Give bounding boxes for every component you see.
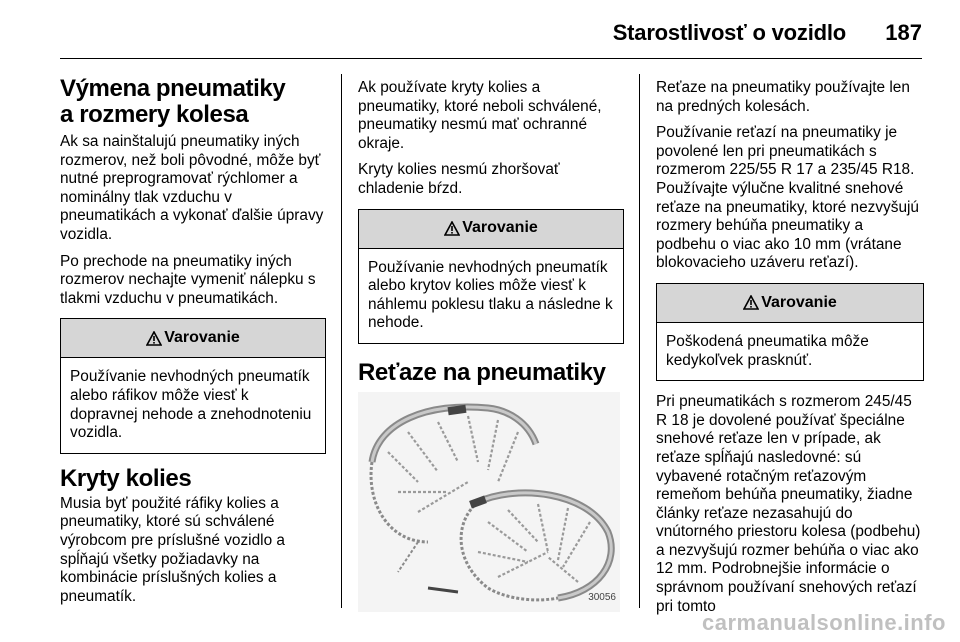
- warning-title: Varovanie: [462, 219, 538, 237]
- warning-text: Poškodená pneumatika môže kedykoľvek prasknúť.: [666, 332, 869, 369]
- warning-header: [359, 210, 623, 249]
- paragraph: Po prechode na pneumatiky iných rozmerov nechajte vymeniť nálepku s tlakmi vzduchu v pneumatikách.: [60, 252, 316, 307]
- warning-title: Varovanie: [164, 329, 240, 347]
- column-2: [358, 79, 624, 612]
- paragraph: Pri pneumatikách s rozmerom 245/45 R 18 je dovolené používať špeciálne snehové reťaze len v prípade, ak reťaze spĺňajú nasledovné: sú vybavené rotačným reťazovým remeňom behúňa pneumatiky, žiadne články reťaze nezasahujú do vnútorného priestoru kolesa (podbehu) a nezvyšujú rozmer behúňa o viac ako 12 mm. Podrobnejšie informácie o správnom používaní snehových reťazí pri tomto: [656, 393, 921, 615]
- warning-box: [656, 283, 924, 381]
- warning-triangle-icon: [146, 331, 162, 346]
- warning-header: [657, 284, 923, 323]
- section-heading-wheel-covers: Kryty kolies: [60, 464, 192, 492]
- warning-text: Používanie nevhodných pneumatík alebo krytov kolies môže viesť k náhlemu poklesu tlaku a následne k nehode.: [368, 258, 613, 332]
- warning-box: [60, 318, 326, 453]
- warning-header: [61, 319, 325, 358]
- snow-chain-illustration: [358, 392, 620, 612]
- header-title: Starostlivosť o vozidlo: [612, 20, 846, 45]
- snow-chain-drawing: [358, 392, 620, 612]
- section-heading-tire-change: Výmena pneumatiky a rozmery kolesa: [60, 75, 286, 128]
- page-header: [60, 14, 922, 59]
- section-heading-snow-chains: Reťaze na pneumatiky: [358, 358, 606, 386]
- paragraph: Kryty kolies nesmú zhoršovať chladenie bŕzd.: [358, 161, 560, 197]
- column-3: [656, 79, 924, 624]
- warning-triangle-icon: [444, 221, 460, 236]
- warning-box: [358, 209, 624, 344]
- figure-number: 30056: [588, 592, 616, 604]
- column-divider: [341, 74, 342, 608]
- warning-triangle-icon: [743, 295, 759, 310]
- paragraph: Musia byť použité ráfiky kolies a pneumatiky, ktoré sú schválené výrobcom pre príslušné vozidlo a spĺňajú všetky požiadavky na kombinácie príslušných kolies a pneumatík.: [60, 494, 285, 605]
- paragraph: Používanie reťazí na pneumatiky je povolené len pri pneumatikách s rozmerom 225/55 R 17 a 235/45 R18. Používajte výlučne kvalitné snehové reťaze na pneumatiky, ktoré nezvyšujú rozmery behúňa pneumatiky a podbehu o viac ako 10 mm (vrátane blokovacieho uzáveru reťazí).: [656, 124, 919, 272]
- paragraph: Ak sa nainštalujú pneumatiky iných rozmerov, než boli pôvodné, môže byť nutné preprogramovať rýchlomer a nominálny tlak vzduchu v pneumatikách a vykonať ďalšie úpravy vozidla.: [60, 133, 324, 243]
- warning-text: Používanie nevhodných pneumatík alebo ráfikov môže viesť k dopravnej nehode a znehodnoteniu vozidla.: [70, 368, 312, 442]
- warning-title: Varovanie: [761, 293, 837, 311]
- paragraph: Reťaze na pneumatiky používajte len na predných kolesách.: [656, 79, 910, 115]
- column-divider: [639, 74, 640, 608]
- page-number: 187: [885, 20, 922, 45]
- column-1: [60, 76, 326, 614]
- paragraph: Ak používate kryty kolies a pneumatiky, ktoré neboli schválené, pneumatiky nesmú mať ochranné okraje.: [358, 79, 602, 152]
- watermark: carmanualsonline.info: [702, 610, 946, 635]
